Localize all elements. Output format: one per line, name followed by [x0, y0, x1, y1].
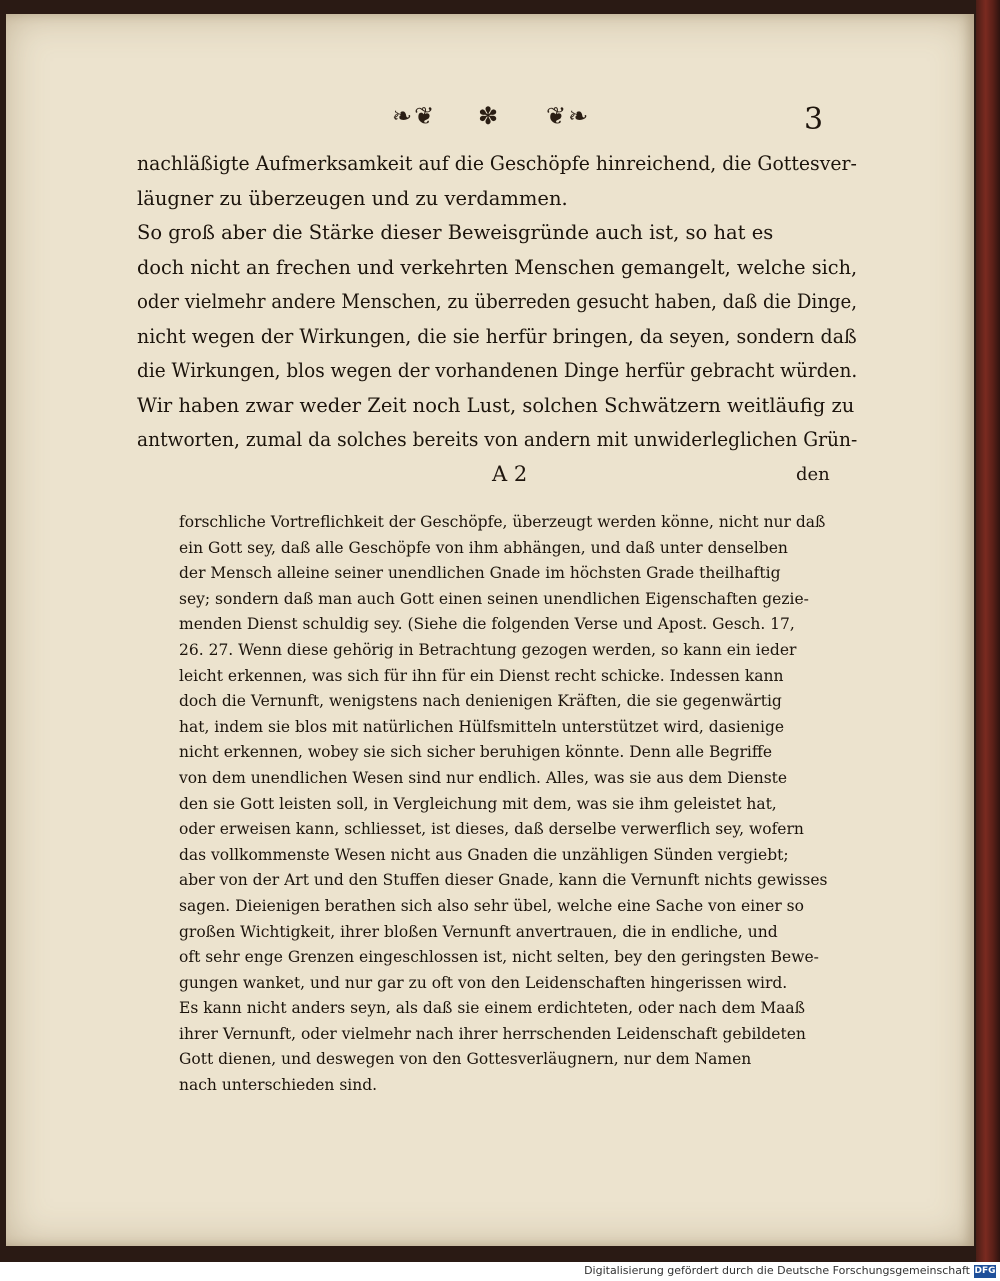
footnote-line: großen Wichtigkeit, ihrer bloßen Vernunft anvertrauen, die in endliche, und — [179, 922, 778, 941]
text-line: nachläßigte Aufmerksamkeit auf die Geschöpfe hinreichend, die Gottesver- — [137, 152, 857, 175]
digitization-footer — [0, 1262, 1000, 1281]
dfg-logo: DFG — [974, 1266, 996, 1276]
footnote-line: oder erweisen kann, schliesset, ist dieses, daß derselbe verwerflich sey, wofern — [179, 820, 804, 839]
signature-row — [6, 462, 974, 492]
main-text-block — [137, 147, 857, 458]
footnote-line: das vollkommenste Wesen nicht aus Gnaden die unzähligen Sünden vergiebt; — [179, 845, 789, 864]
book-page — [6, 14, 974, 1246]
text-line: läugner zu überzeugen und zu verdammen. — [137, 186, 568, 210]
footnote-line: doch die Vernunft, wenigstens nach denienigen Kräften, die sie gegenwärtig — [179, 692, 782, 711]
text-line: Wir haben zwar weder Zeit noch Lust, solchen Schwätzern weitläufig zu — [137, 393, 855, 417]
text-line: nicht wegen der Wirkungen, die sie herfür bringen, da seyen, sondern daß — [137, 324, 857, 348]
footnote-line: menden Dienst schuldig sey. (Siehe die folgenden Verse und Apost. Gesch. 17, — [179, 615, 795, 634]
text-line: oder vielmehr andere Menschen, zu überreden gesucht haben, daß die Dinge, — [137, 290, 858, 313]
text-line: doch nicht an frechen und verkehrten Menschen gemangelt, welche sich, — [137, 255, 858, 279]
header-ornament-left: ❧❦ — [392, 102, 437, 130]
footnote-line: nicht erkennen, wobey sie sich sicher beruhigen könnte. Denn alle Begriffe — [179, 743, 773, 762]
footnote-line: aber von der Art und den Stuffen dieser Gnade, kann die Vernunft nichts gewisses — [179, 871, 828, 890]
footnote-line: leicht erkennen, was sich für ihn für ein Dienst recht schicke. Indessen kann — [179, 666, 784, 685]
footnote-line: ein Gott sey, daß alle Geschöpfe von ihm abhängen, und daß unter denselben — [179, 538, 788, 557]
printer-signature: A 2 — [492, 462, 528, 486]
footnote-line: forschliche Vortreflichkeit der Geschöpfe, überzeugt werden könne, nicht nur daß — [179, 513, 826, 531]
footnote-line: Gott dienen, und deswegen von den Gottesverläugnern, nur dem Namen — [179, 1050, 752, 1069]
footnote-line: sey; sondern daß man auch Gott einen seinen unendlichen Eigenschaften gezie- — [179, 589, 809, 608]
footnote-line: von dem unendlichen Wesen sind nur endlich. Alles, was sie aus dem Dienste — [179, 768, 788, 787]
footnote-block — [179, 510, 859, 1099]
funding-credit: Digitalisierung gefördert durch die Deutsche Forschungsgemeinschaft — [584, 1264, 970, 1277]
header-ornament-center: ✽ — [478, 102, 501, 130]
text-line: die Wirkungen, blos wegen der vorhandenen Dinge herfür gebracht würden. — [137, 359, 858, 382]
catchword: den — [796, 464, 830, 485]
page-number: 3 — [804, 102, 824, 137]
footnote-line: Es kann nicht anders seyn, als daß sie einem erdichteten, oder nach dem Maaß — [179, 999, 806, 1018]
text-line: antworten, zumal da solches bereits von andern mit unwiderleglichen Grün- — [137, 428, 858, 451]
footnote-line: ihrer Vernunft, oder vielmehr nach ihrer herrschenden Leidenschaft gebildeten — [179, 1024, 806, 1043]
footnote-line: der Mensch alleine seiner unendlichen Gnade im höchsten Grade theilhaftig — [179, 564, 781, 583]
footnote-line: oft sehr enge Grenzen eingeschlossen ist, nicht selten, bey den geringsten Bewe- — [179, 948, 819, 967]
footnote-line: hat, indem sie blos mit natürlichen Hülfsmitteln unterstützet wird, dasienige — [179, 717, 785, 736]
page-header — [6, 102, 974, 142]
footnote-line: den sie Gott leisten soll, in Vergleichung mit dem, was sie ihm geleistet hat, — [179, 794, 777, 813]
book-spine-edge — [976, 0, 1000, 1262]
footnote-line: gungen wanket, und nur gar zu oft von den Leidenschaften hingerissen wird. — [179, 973, 788, 992]
footnote-line: 26. 27. Wenn diese gehörig in Betrachtung gezogen werden, so kann ein ieder — [179, 640, 797, 659]
footnote-line: nach unterschieden sind. — [179, 1076, 378, 1095]
text-line: So groß aber die Stärke dieser Beweisgründe auch ist, so hat es — [137, 221, 774, 244]
header-ornament-right: ❦❧ — [546, 102, 591, 130]
footnote-line: sagen. Dieienigen berathen sich also sehr übel, welche eine Sache von einer so — [179, 896, 804, 915]
